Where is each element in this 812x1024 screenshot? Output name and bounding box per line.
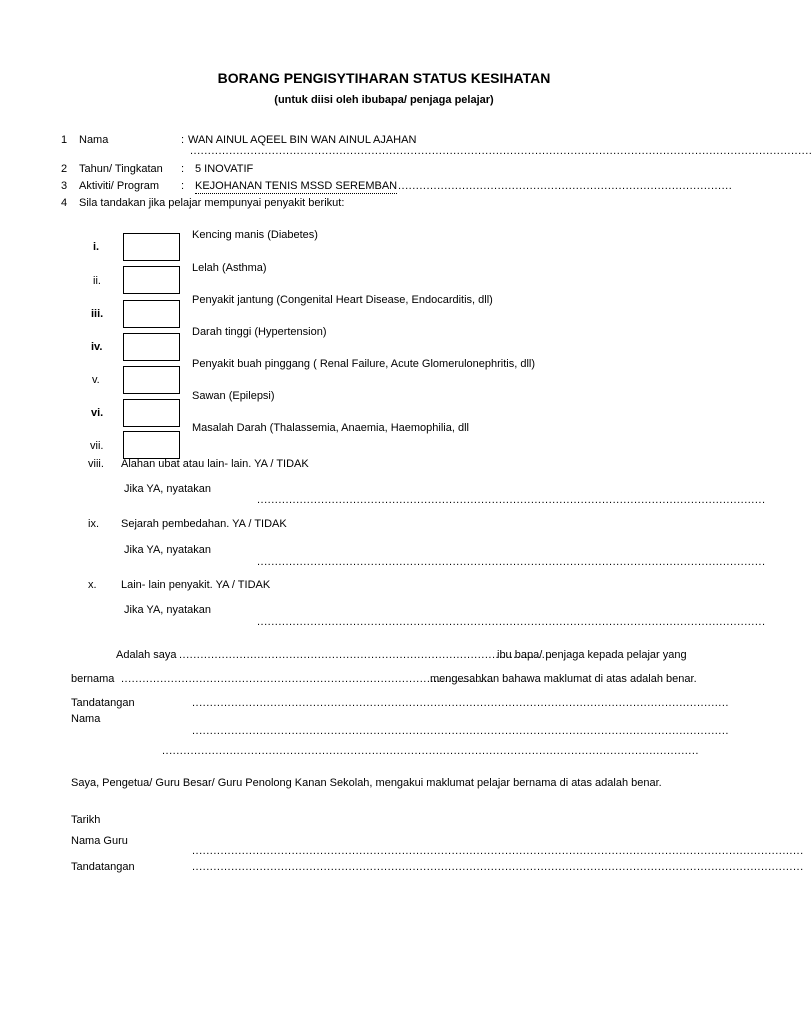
detail-label: Jika YA, nyatakan (124, 483, 212, 495)
declaration-text: Adalah saya (116, 649, 177, 661)
allergy-detail-field[interactable]: ............................................................................................................................................... (257, 494, 766, 506)
name-label: Nama (71, 713, 101, 725)
student-name-field[interactable]: ......................................................................................................... (121, 673, 495, 685)
epilepsy-checkbox[interactable] (123, 399, 180, 427)
teacher-signature-field[interactable]: ............................................................................................................................................................................ (192, 861, 804, 873)
disease-label: Penyakit buah pinggang ( Renal Failure, Acute Glomerulonephritis, dll) (192, 358, 536, 370)
field-label: Tahun/ Tingkatan (79, 163, 163, 175)
dotted-line: .............................................................................................. (398, 180, 733, 192)
field-colon: : (181, 163, 185, 175)
declaration-text: bernama (71, 673, 115, 685)
student-name-value[interactable]: WAN AINUL AQEEL BIN WAN AINUL AJAHAN (188, 134, 417, 146)
disease-label: Penyakit jantung (Congenital Heart Disease, Endocarditis, dll) (192, 294, 493, 306)
form-subtitle: (untuk diisi oleh ibubapa/ penjaga pelajar) (274, 94, 494, 106)
field-number: 2 (61, 163, 68, 175)
disease-label: Kencing manis (Diabetes) (192, 229, 318, 241)
roman-numeral: vii. (90, 440, 104, 452)
teacher-name-field[interactable]: ............................................................................................................................................................................ (192, 845, 804, 857)
field-colon: : (181, 134, 185, 146)
other-detail-field[interactable]: ............................................................................................................................................... (257, 616, 766, 628)
surgery-detail-field[interactable]: ............................................................................................................................................... (257, 556, 766, 568)
roman-numeral: i. (93, 241, 100, 253)
disease-label: Darah tinggi (Hypertension) (192, 326, 327, 338)
teacher-name-label: Nama Guru (71, 835, 128, 847)
class-value[interactable]: 5 INOVATIF (195, 163, 254, 175)
question-label[interactable]: Lain- lain penyakit. YA / TIDAK (121, 579, 271, 591)
roman-numeral: ix. (88, 518, 99, 530)
roman-numeral: v. (92, 374, 100, 386)
diabetes-checkbox[interactable] (123, 233, 180, 261)
roman-numeral: iv. (91, 341, 103, 353)
disease-label: Sawan (Epilepsi) (192, 390, 275, 402)
dotted-line: ............................................................................................................................................................................... (190, 145, 812, 157)
teacher-signature-label: Tandatangan (71, 861, 135, 873)
roman-numeral: viii. (88, 458, 104, 470)
form-title: BORANG PENGISYTIHARAN STATUS KESIHATAN (217, 70, 551, 86)
field-number: 4 (61, 197, 68, 209)
field-colon: : (181, 180, 185, 192)
parent-name-field[interactable]: ......................................................................................................... (179, 649, 553, 661)
heart-disease-checkbox[interactable] (123, 300, 180, 328)
signature-label: Tandatangan (71, 697, 135, 709)
roman-numeral: ii. (93, 275, 101, 287)
kidney-disease-checkbox[interactable] (123, 366, 180, 394)
activity-value[interactable]: KEJOHANAN TENIS MSSD SEREMBAN (195, 180, 398, 192)
roman-numeral: x. (88, 579, 97, 591)
declaration-text: ibu bapa/ penjaga kepada pelajar yang (497, 649, 687, 661)
parent-signature-field[interactable]: ....................................................................................................................................................... (192, 697, 729, 709)
teacher-statement: Saya, Pengetua/ Guru Besar/ Guru Penolong Kanan Sekolah, mengakui maklumat pelajar bernama di atas adalah benar. (71, 777, 662, 789)
roman-numeral: vi. (91, 407, 104, 419)
field-number: 3 (61, 180, 68, 192)
question-label[interactable]: Alahan ubat atau lain- lain. YA / TIDAK (121, 458, 309, 470)
field-label: Aktiviti/ Program (79, 180, 160, 192)
field-label: Nama (79, 134, 109, 146)
hypertension-checkbox[interactable] (123, 333, 180, 361)
question-label[interactable]: Sejarah pembedahan. YA / TIDAK (121, 518, 287, 530)
roman-numeral: iii. (91, 308, 104, 320)
detail-label: Jika YA, nyatakan (124, 544, 212, 556)
field-label: Sila tandakan jika pelajar mempunyai penyakit berikut: (79, 197, 345, 209)
disease-label: Lelah (Asthma) (192, 262, 267, 274)
parent-printed-name-field[interactable]: ....................................................................................................................................................... (192, 725, 729, 737)
field-number: 1 (61, 134, 68, 146)
blood-disorder-checkbox[interactable] (123, 431, 180, 459)
date-label: Tarikh (71, 814, 101, 826)
detail-label: Jika YA, nyatakan (124, 604, 212, 616)
asthma-checkbox[interactable] (123, 266, 180, 294)
extra-dotted-line[interactable]: ....................................................................................................................................................... (162, 745, 699, 757)
disease-label: Masalah Darah (Thalassemia, Anaemia, Haemophilia, dll (192, 422, 469, 434)
declaration-text: mengesahkan bahawa maklumat di atas adalah benar. (430, 673, 697, 685)
